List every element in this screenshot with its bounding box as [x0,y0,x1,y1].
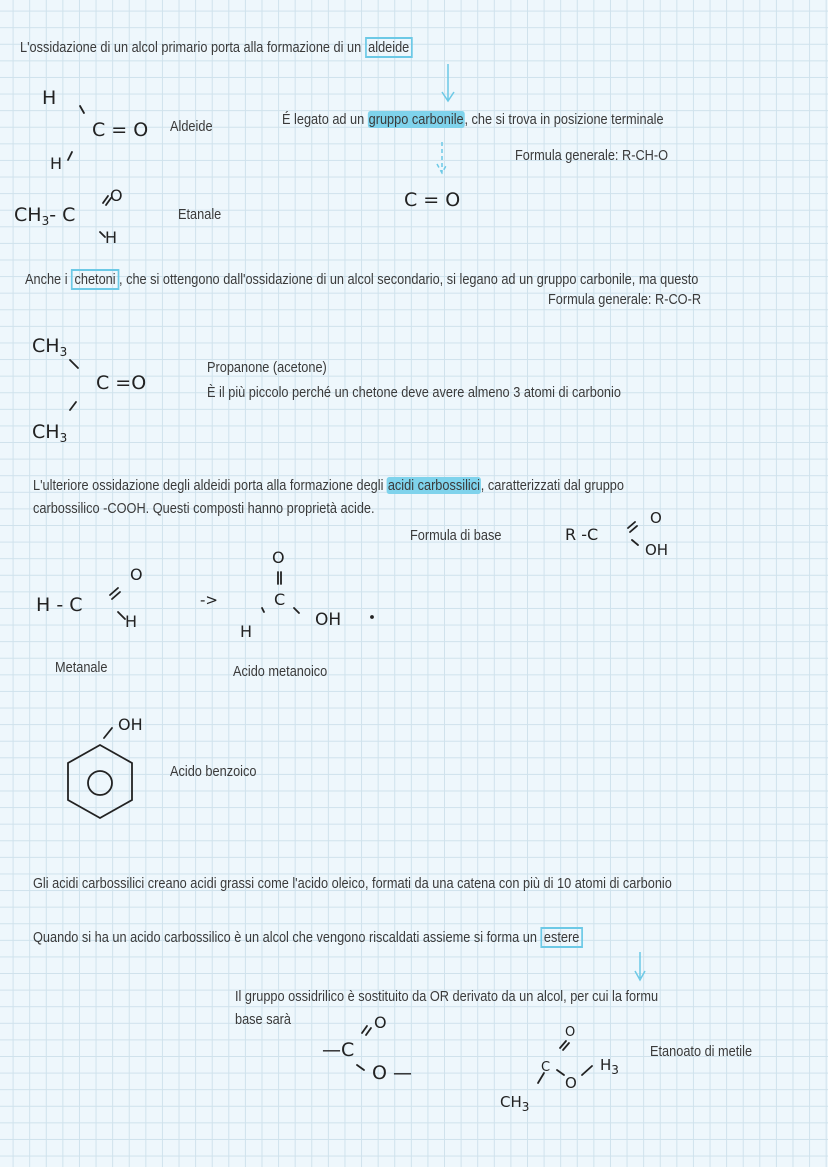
grassi-text: Gli acidi carbossilici creano acidi grassi come l'acido oleico, formati da una catena con più di 10 atomi di carbonio [33,875,672,892]
propanone-note: È il più piccolo perché un chetone deve avere almeno 3 atomi di carbonio [207,384,621,401]
ester-o2: O — [372,1062,412,1084]
line1-post: , caratterizzati dal gruppo [480,477,624,494]
propanone-ch3-top [32,336,67,362]
bond-benzoico-oh [104,728,112,738]
metanale-o: O [130,565,143,584]
etanale-c: - C [49,204,76,226]
ch: CH [32,335,60,357]
carbonile-highlight: gruppo carbonile [368,111,464,128]
aldeide-h2: H [50,154,63,173]
bond-metanale-h [118,612,125,619]
bond-ester-o [362,1026,371,1035]
base-r: R -C [565,525,599,544]
estere-boxed: estere [540,927,582,948]
ossidrilico-line1: Il gruppo ossidrilico è sostituito da OR derivato da un alcol, per cui la formu [235,988,659,1005]
propanone-ch3-bottom [32,422,67,448]
acido-oh: OH [315,610,342,630]
h: H [600,1056,612,1074]
chetoni-pre: Anche i [25,271,72,288]
aldeide-label: Aldeide [170,118,213,135]
intro-pre: L'ossidazione di un alcol primario porta alla formazione di un [20,39,365,56]
etanale-sub: 3 [41,214,50,228]
benzoico-label: Acido benzoico [170,763,257,780]
arrow-estere-down [635,952,645,980]
benzoico-oh: OH [118,715,143,734]
carbossilici-line2: carbossilico -COOH. Questi composti hanno proprietà acide. [33,500,375,517]
propanone-c: C =O [96,372,147,394]
bond-aldeide-2 [68,152,72,160]
chetoni-boxed: chetoni [71,269,119,290]
etanoato-o: O [565,1025,576,1040]
sub: 3 [59,431,68,445]
acido-h: H [240,622,253,641]
formula-generale-chetoni: Formula generale: R-CO-R [548,291,702,308]
acido-o: O [272,548,285,567]
aldeide-h1: H [42,87,57,109]
formula-base-label: Formula di base [410,527,502,544]
etanale-o: O [110,186,123,205]
carbonile-post: , che si trova in posizione terminale [464,111,664,128]
metanale-h: H - C [36,594,83,616]
intro-text [20,39,413,57]
bond-aldeide-1 [80,106,84,113]
dot [371,616,373,618]
arrow-carbonile-down [437,142,447,173]
aldeide-c: C = O [92,119,149,141]
bond-etanoato-h3 [582,1066,592,1075]
benzene-ring [68,745,132,818]
carbonyl-group: C = O [404,189,461,211]
metanale-label: Metanale [55,659,108,676]
estere-text [33,929,583,947]
etanoato-ch3 [500,1092,529,1117]
sub: 3 [611,1063,619,1077]
sub: 3 [59,345,68,359]
bond-etanoato-o2 [557,1070,564,1075]
benzene-inner-ring [88,771,112,795]
etanoato-label: Etanoato di metile [650,1043,753,1060]
line1-highlight: acidi carbossilici [387,477,480,494]
carbossilici-text [33,477,624,495]
chetoni-text [25,271,698,289]
bond-base-o [628,522,637,532]
bond-acido-oh [294,608,299,613]
aldeide-boxed: aldeide [365,37,413,58]
base-o: O [650,509,662,527]
acido-metanoico-label: Acido metanoico [233,663,328,680]
ester-c: —C [322,1039,355,1061]
bond-base-oh [632,540,638,545]
reaction-arrow: -> [200,591,218,609]
bond-metanale-o [110,588,120,599]
base-oh: OH [645,541,669,559]
chetoni-post: , che si ottengono dall'ossidazione di un alcol secondario, si legano ad un gruppo carbonile, ma questo [118,271,699,288]
etanale-ch3 [14,205,75,231]
bond-ester-o2 [357,1065,364,1070]
etanale-label: Etanale [178,206,222,223]
carbonile-pre: É legato ad un [282,111,368,128]
bond-propanone-1 [70,360,78,368]
formula-generale-aldeide: Formula generale: R-CH-O [515,147,669,164]
etanale-h: H [105,228,118,247]
arrow-aldeide-down [442,64,454,101]
etanoato-h3 [600,1055,619,1080]
acido-c: C [274,590,286,609]
ossidrilico-line2: base sarà [235,1011,291,1028]
metanale-h2: H [125,612,138,631]
estere-pre: Quando si ha un acido carbossilico è un alcol che vengono riscaldati assieme si forma un [33,929,541,946]
ester-o: O [374,1013,387,1032]
bond-propanone-2 [70,402,76,410]
sub: 3 [521,1100,530,1114]
propanone-label: Propanone (acetone) [207,359,327,376]
etanoato-c: C [541,1060,551,1075]
etanoato-o2: O [565,1074,577,1092]
carbonile-text [282,111,664,129]
bond-acido-h [262,608,264,612]
line1-pre: L'ulteriore ossidazione degli aldeidi porta alla formazione degli [33,477,387,494]
etanale-ch: CH [14,204,42,226]
bond-acido-o [278,572,281,584]
ch: CH [500,1093,522,1111]
ch: CH [32,421,60,443]
